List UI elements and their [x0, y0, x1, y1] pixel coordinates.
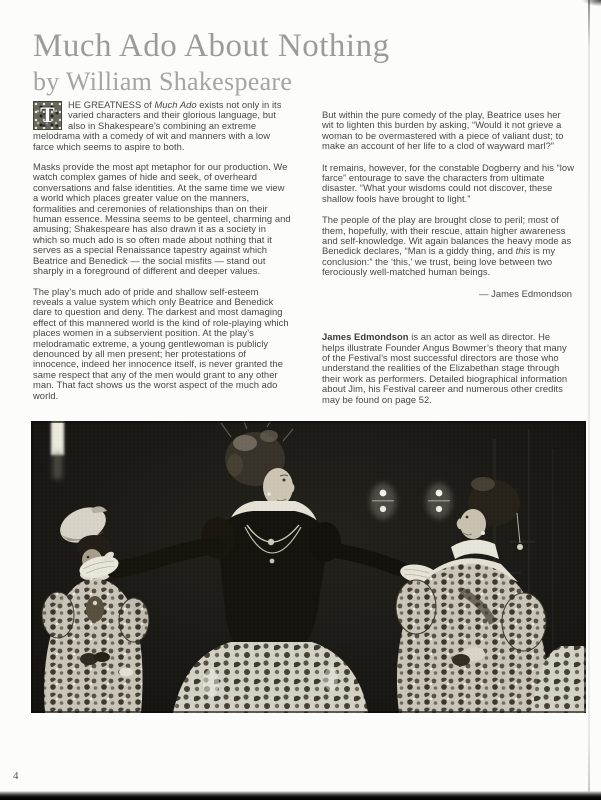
stage-scene-graphic	[31, 421, 586, 713]
film-grain-overlay	[31, 421, 586, 713]
page-number: 4	[13, 770, 19, 782]
paragraph-intro	[33, 100, 291, 152]
paragraph-pride: The play’s much ado of pride and shallow self-esteem reveals a value system which only Beatrice and Benedick dare to question and deny. The darkest and most damaging effect of this mannered world is the kind of role-playing which places women in a subservient position. At the play’s melodramatic extreme, a young gentlewoman is publicly denounced by all men present; her protestations of innocence, indeed her innocence itself, is never granted the same respect that any of the men would grant to any other man. That fact shows us the worst aspect of the much ado world.	[33, 285, 289, 401]
page-title: Much Ado About Nothing	[33, 28, 390, 64]
scan-bottom-shadow	[0, 791, 601, 800]
paragraph-masks: Masks provide the most apt metaphor for our production. We watch complex games of hide and seek, of overheard conversations and false identities. At the same time we view a world which places greater value on the manners, formalities and ceremonies of relationships than on their human essence. Messina seems to be genteel, charming and amusing; Shakespeare has also drawn it as a society in which so much ado is so often made about nothing that it serves as a special Renaissance tapestry against which Beatrice and Benedick — the social misfits — stand out sharply in a foreground of different and deeper values.	[33, 161, 291, 277]
left-column	[33, 100, 291, 411]
scan-corner-mark	[574, 0, 601, 11]
article-header	[33, 28, 390, 96]
intro-rest-text: exists not only in its varied characters and their glorious language, but also in Shakespeare’s combining an extreme melodrama with a comedy of wit and manners with a low farce which seems to aspire to both.	[33, 99, 282, 152]
page-subtitle: by William Shakespeare	[33, 67, 293, 96]
intro-lead-text: HE GREATNESS of	[68, 99, 155, 110]
conclusion-text-b: is my conclusion:” the ‘this,’ we trust, being love between two ferociously well-matched human beings.	[322, 245, 556, 278]
right-column	[322, 110, 574, 416]
drop-cap-initial: T	[33, 101, 62, 130]
author-attribution: — James Edmondson	[479, 287, 572, 299]
paragraph-dogberry: It remains, however, for the constable Dogberry and his “low farce” entourage to save the characters from ultimate disaster. “What your wisdoms could not discover, these shallow fools have brought to light.”	[322, 161, 574, 204]
author-bio	[322, 332, 574, 405]
scan-edge-line	[588, 0, 590, 800]
author-bio-text: is an actor as well as director. He helps illustrate Founder Angus Bowmer’s theory that many of the Festival’s most successful directors are those who understand the realities of the Elizabethan stage through their work as performers. Detailed biographical information about Jim, his Festival career and numerous other credits may be found on page 52.	[322, 331, 568, 405]
play-title-italic: Much Ado	[154, 99, 197, 110]
paragraph-conclusion	[322, 215, 574, 277]
author-name: James Edmondson	[322, 331, 409, 343]
conclusion-italic: this	[515, 245, 531, 257]
paragraph-beatrice: But within the pure comedy of the play, Beatrice uses her wit to lighten this burden by asking, “Would it not grieve a woman to be overmastered with a piece of valiant dust; to make an account of her life to a clod of wayward marl?”	[322, 109, 564, 152]
production-photo	[31, 421, 586, 713]
conclusion-text-a: The people of the play are brought close to peril; most of them, hopefully, with their rescue, attain higher awareness and self-knowledge. Wit again balances the heavy mode as Benedick declares, “Man is a giddy thing, and	[322, 214, 572, 257]
